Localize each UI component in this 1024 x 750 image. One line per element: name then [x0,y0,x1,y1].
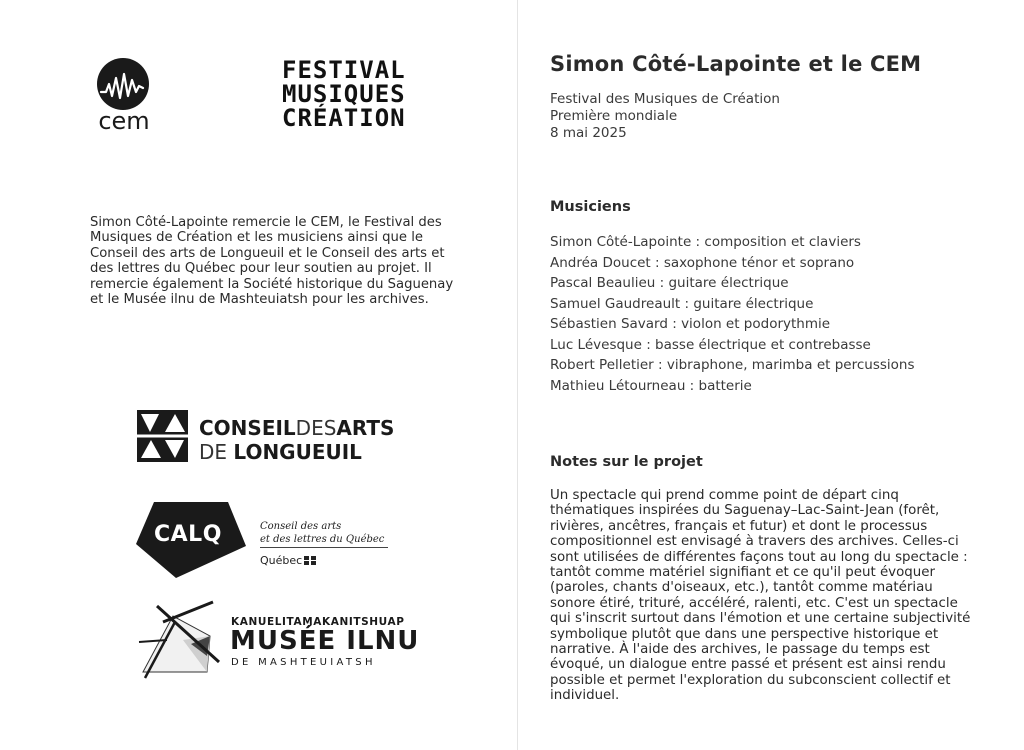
notes-heading: Notes sur le projet [550,454,703,470]
right-page [519,0,1024,750]
ilnu-innu-name: KANUELITAMAKANITSHUAP [231,616,405,628]
project-notes-text: Un spectacle qui prend comme point de départ cinq thématiques inspirées du Saguenay–Lac-Saint-Jean (forêt, rivières, ancêtres, français et futur) et dont le processus compositionnel est envisagé à travers des archives. Celles-ci sont utilisées de différentes façons tout au long du spectacle : tantôt comme matériel signifiant et ce qu'il peut évoquer (paroles, chants d'oiseaux, etc.), tantôt comme matériau sonore étiré, trituré, accéléré, ralenti, etc. C'est un spectacle qui s'inscrit surtout dans l'émotion et une certaine subjectivité symbolique plutôt que dans une perspective historique et narrative. À l'aide des archives, le passage du temps est évoqué, un dialogue entre passé et présent est ainsi rendu possible et permet l'exploration du subconscient collectif et individuel. [550,488,971,704]
cal-mark-icon [137,410,188,462]
festival-logo-line-2: MUSIQUES [282,80,406,108]
subtitle-line-premiere: Première mondiale [550,108,678,124]
subtitle-line-date: 8 mai 2025 [550,125,627,141]
program-title: Simon Côté-Lapointe et le CEM [550,52,922,76]
list-item: Samuel Gaudreault : guitare électrique [550,295,814,312]
musicians-list [550,232,914,396]
subtitle-line-festival: Festival des Musiques de Création [550,91,780,107]
ilnu-main-name: MUSÉE ILNU [230,626,420,656]
quebec-label: Québec [260,554,303,567]
list-item: Mathieu Létourneau : batterie [550,377,752,394]
list-item: Andréa Doucet : saxophone ténor et soprano [550,254,855,271]
cal-de: DE [199,440,228,464]
cem-logo-text: cem [98,107,150,135]
calq-description [260,520,400,546]
festival-logo [282,58,442,130]
cal-conseil: CONSEIL [199,416,296,440]
calq-logo [136,500,396,580]
list-item: Pascal Beaulieu : guitare électrique [550,275,789,291]
list-item: Robert Pelletier : vibraphone, marimba et percussions [550,357,915,373]
musee-ilnu-logo [135,600,420,680]
list-item: Luc Lévesque : basse électrique et contrebasse [550,336,871,353]
tent-icon [135,600,225,680]
conseil-arts-longueuil-logo [137,410,407,462]
calq-divider [260,547,388,548]
waveform-icon [97,58,149,110]
list-item: Simon Côté-Lapointe : composition et claviers [550,234,861,250]
calq-line-2: et des lettres du Québec [260,534,385,545]
calq-line-1: Conseil des arts [260,521,342,532]
festival-logo-line-1: FESTIVAL [282,56,406,84]
cem-logo [94,58,154,136]
quebec-flag-icon [304,556,316,565]
cal-arts: ARTS [336,416,395,440]
quebec-signature [260,554,316,567]
festival-logo-line-3: CRÉATION [282,104,406,132]
list-item: Sébastien Savard : violon et podorythmie [550,316,831,332]
program-subtitle [550,91,780,142]
cal-longueuil: LONGUEUIL [233,440,362,464]
cal-des: DES [295,416,337,440]
ilnu-location: DE MASHTEUIATSH [231,657,376,668]
calq-wordmark: CALQ [154,522,222,547]
acknowledgements-text: Simon Côté-Lapointe remercie le CEM, le Festival des Musiques de Création et les musiciens ainsi que le Conseil des arts de Longueuil et le Conseil des arts et des lettres du Québec pour leur soutien au projet. Il remercie également la Société historique du Saguenay et le Musée ilnu de Mashteuiatsh pour les archives. [90,215,454,308]
page-fold-divider [517,0,518,750]
musicians-heading: Musiciens [550,199,631,215]
